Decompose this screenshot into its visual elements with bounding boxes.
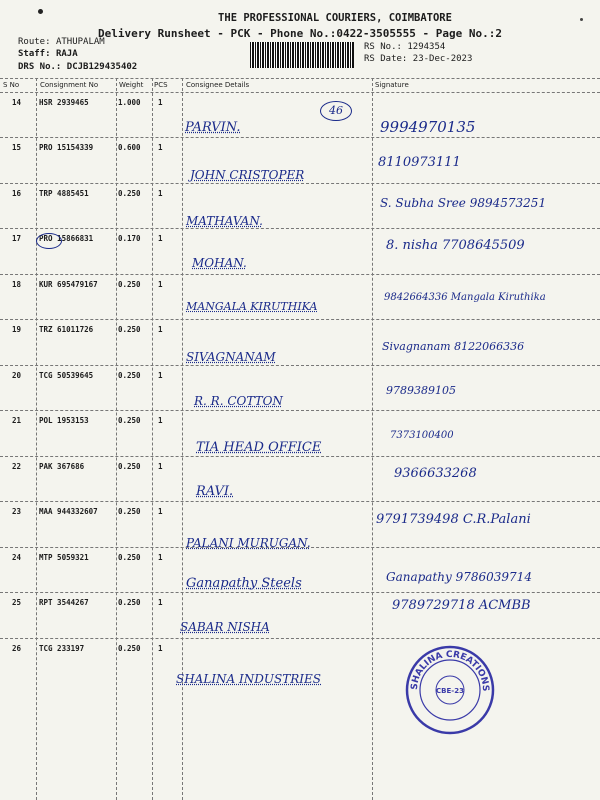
- row-weight: 0.170: [118, 234, 141, 243]
- staff-label: Staff:: [18, 49, 51, 59]
- row-weight: 0.250: [118, 371, 141, 380]
- row-signature: Ganapathy 9786039714: [386, 570, 532, 584]
- row-consignee: RAVI.: [196, 484, 234, 499]
- col-divider: [182, 78, 183, 800]
- rs-no-value: 1294354: [407, 42, 446, 52]
- row-signature: 9366633268: [394, 466, 477, 481]
- row-weight: 0.250: [118, 644, 141, 653]
- row-consignment-no: TRZ 61011726: [39, 325, 94, 334]
- row-pcs: 1: [158, 644, 163, 653]
- row-signature: 7373100400: [390, 430, 454, 441]
- row-divider: [0, 501, 600, 502]
- row-sno: 26: [12, 644, 22, 653]
- row-consignment-no: TCG 233197: [39, 644, 85, 653]
- row-divider: [0, 183, 600, 184]
- row-weight: 0.250: [118, 462, 141, 471]
- row-pcs: 1: [158, 462, 163, 471]
- col-divider: [372, 78, 373, 800]
- row-consignee: MATHAVAN.: [186, 214, 263, 228]
- route-value: ATHUPALAM: [55, 37, 105, 47]
- row-sno: 15: [12, 143, 22, 152]
- drs-value: DCJB129435402: [66, 62, 138, 72]
- row-pcs: 1: [158, 189, 163, 198]
- row-consignment-no: PAK 367686: [39, 462, 85, 471]
- row-consignment-no: TCG 50539645: [39, 371, 94, 380]
- row-consignee: MOHAN.: [192, 256, 247, 270]
- row-signature: 8110973111: [378, 155, 461, 170]
- row-signature: 8. nisha 7708645509: [386, 238, 525, 253]
- row-signature: 9842664336 Mangala Kiruthika: [384, 292, 546, 303]
- route-label: Route:: [18, 37, 51, 47]
- row-weight: 0.250: [118, 598, 141, 607]
- row-weight: 0.250: [118, 416, 141, 425]
- row-pcs: 1: [158, 280, 163, 289]
- barcode: [250, 42, 354, 68]
- row-weight: 0.600: [118, 143, 141, 152]
- col-header-consignment: Consignment No: [40, 81, 99, 89]
- row-pcs: 1: [158, 598, 163, 607]
- rs-no-line: [364, 42, 445, 52]
- row-divider: [0, 547, 600, 548]
- staff-line: [18, 49, 78, 59]
- col-header-sno: S No: [3, 81, 20, 89]
- rs-date-value: 23-Dec-2023: [412, 54, 473, 64]
- staff-value: RAJA: [55, 49, 78, 59]
- row-signature: S. Subha Sree 9894573251: [380, 196, 547, 210]
- row-pcs: 1: [158, 553, 163, 562]
- row-sno: 20: [12, 371, 22, 380]
- row-weight: 0.250: [118, 325, 141, 334]
- row-divider: [0, 228, 600, 229]
- row-sno: 17: [12, 234, 22, 243]
- row-divider: [0, 456, 600, 457]
- row-consignee: TIA HEAD OFFICE: [196, 440, 322, 455]
- row-sno: 23: [12, 507, 22, 516]
- col-header-weight: Weight: [119, 81, 144, 89]
- rs-date-label: RS Date:: [364, 54, 408, 64]
- row-consignee: MANGALA KIRUTHIKA: [186, 300, 318, 313]
- col-header-signature: Signature: [375, 81, 409, 89]
- row-sno: 24: [12, 553, 22, 562]
- row-consignment-no: POL 1953153: [39, 416, 89, 425]
- row-divider: [0, 137, 600, 138]
- row-consignment-no: MTP 5059321: [39, 553, 89, 562]
- row-weight: 1.000: [118, 98, 141, 107]
- row-weight: 0.250: [118, 189, 141, 198]
- row-weight: 0.250: [118, 553, 141, 562]
- table-top-rule: [0, 78, 600, 79]
- row-consignment-no: PRO 15866831: [39, 234, 94, 243]
- row-sno: 16: [12, 189, 22, 198]
- row-pcs: 1: [158, 143, 163, 152]
- row-consignee: PALANI MURUGAN.: [186, 536, 311, 550]
- row-consignee: PARVIN.: [185, 120, 241, 135]
- company-title: THE PROFESSIONAL COURIERS, COIMBATORE: [218, 12, 452, 24]
- row-weight: 0.250: [118, 507, 141, 516]
- route-line: [18, 37, 105, 47]
- row-divider: [0, 365, 600, 366]
- row-pcs: 1: [158, 371, 163, 380]
- row-divider: [0, 274, 600, 275]
- row-sno: 25: [12, 598, 22, 607]
- row-consignee: SIVAGNANAM: [186, 350, 276, 364]
- row-sno: 21: [12, 416, 22, 425]
- drs-line: [18, 62, 137, 72]
- row-pcs: 1: [158, 98, 163, 107]
- row-consignment-no: PRO 15154339: [39, 143, 94, 152]
- row-divider: [0, 638, 600, 639]
- annotation-circle: [320, 101, 352, 121]
- row-sno: 14: [12, 98, 22, 107]
- row-sno: 19: [12, 325, 22, 334]
- drs-label: DRS No.:: [18, 62, 62, 72]
- col-header-pcs: PCS: [154, 81, 168, 89]
- col-divider: [36, 78, 37, 800]
- row-consignee: SHALINA INDUSTRIES: [176, 672, 321, 686]
- row-consignment-no: RPT 3544267: [39, 598, 89, 607]
- row-consignment-no: TRP 4885451: [39, 189, 89, 198]
- col-header-consignee: Consignee Details: [186, 81, 250, 89]
- company-stamp: [405, 645, 495, 735]
- row-signature: 9791739498 C.R.Palani: [376, 512, 531, 527]
- row-sno: 22: [12, 462, 22, 471]
- col-divider: [116, 78, 117, 800]
- row-pcs: 1: [158, 507, 163, 516]
- annotation-number: 46: [329, 104, 343, 117]
- row-signature: 9994970135: [380, 118, 476, 136]
- runsheet-subtitle: Delivery Runsheet - PCK - Phone No.:0422-3505555 - Page No.:2: [98, 27, 502, 40]
- row-signature: 9789389105: [386, 384, 456, 397]
- row-signature: Sivagnanam 8122066336: [382, 340, 525, 353]
- col-divider: [152, 78, 153, 800]
- row-consignee: R. R. COTTON: [194, 394, 283, 408]
- row-consignment-no: HSR 2939465: [39, 98, 89, 107]
- pro-circle-mark: [36, 233, 62, 249]
- row-pcs: 1: [158, 416, 163, 425]
- row-divider: [0, 592, 600, 593]
- row-pcs: 1: [158, 234, 163, 243]
- header-rule: [0, 92, 600, 93]
- row-consignee: SABAR NISHA: [180, 620, 270, 634]
- row-signature: 9789729718 ACMBB: [392, 598, 531, 613]
- row-consignment-no: MAA 944332607: [39, 507, 98, 516]
- row-divider: [0, 319, 600, 320]
- row-weight: 0.250: [118, 280, 141, 289]
- row-pcs: 1: [158, 325, 163, 334]
- svg-text:SHALINA CREATIONS: SHALINA CREATIONS: [409, 649, 491, 692]
- row-consignee: Ganapathy Steels: [186, 576, 302, 591]
- row-consignee: JOHN CRISTOPER: [190, 168, 305, 182]
- svg-text:CBE-23: CBE-23: [436, 687, 464, 695]
- row-divider: [0, 410, 600, 411]
- rs-no-label: RS No.:: [364, 42, 402, 52]
- rs-date-line: [364, 54, 472, 64]
- row-sno: 18: [12, 280, 22, 289]
- row-consignment-no: KUR 695479167: [39, 280, 98, 289]
